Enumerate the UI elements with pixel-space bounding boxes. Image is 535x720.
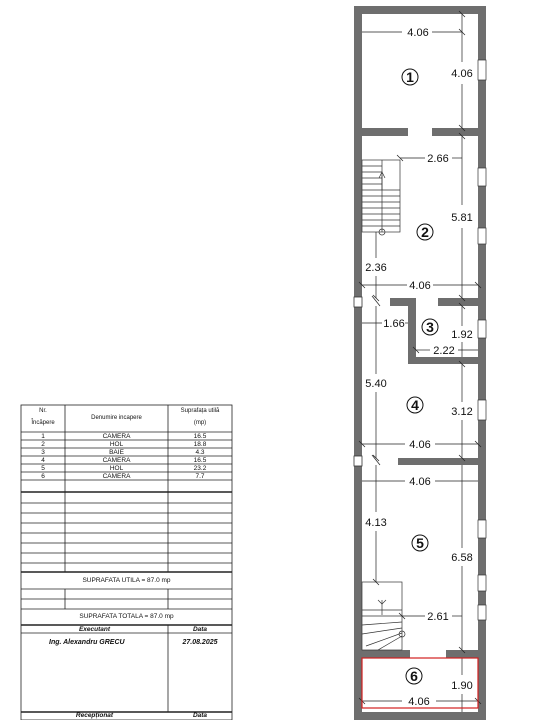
- table-row-area: 7.7: [195, 473, 205, 480]
- room-number-3: 3: [426, 319, 434, 335]
- table-row-nr: 1: [41, 433, 45, 440]
- table-row-nr: 3: [41, 449, 45, 456]
- dim-r3-height: 1.92: [451, 329, 473, 341]
- dim-r2-left: 2.36: [365, 262, 387, 274]
- table-row-area: 4.3: [195, 449, 205, 456]
- table-row-area: 16.5: [193, 457, 207, 464]
- table-row-name: CAMERA: [102, 457, 131, 464]
- table-row-name: CAMERA: [102, 473, 131, 480]
- dim-r2-width: 4.06: [409, 280, 431, 292]
- dim-r5-left: 4.13: [365, 517, 387, 529]
- header-name: Denumire incapere: [91, 415, 142, 421]
- room-number-1: 1: [406, 69, 414, 85]
- total-area: SUPRAFATA TOTALA = 87.0 mp: [79, 613, 174, 620]
- table-row-name: BAIE: [109, 449, 124, 456]
- dim-r6-width: 4.06: [408, 696, 430, 708]
- table-row-name: HOL: [109, 465, 124, 472]
- receptionat-label: Recepționat: [75, 712, 114, 719]
- receptionat-date-label: Data: [192, 712, 208, 719]
- header-nr: Nr. Încăpere: [31, 408, 55, 427]
- dim-r5-height: 6.58: [451, 552, 473, 564]
- room-number-6: 6: [410, 668, 418, 684]
- table-row-nr: 4: [41, 457, 45, 464]
- dim-r1-height: 4.06: [451, 68, 473, 80]
- useful-area-total: SUPRAFATA UTILA = 87.0 mp: [82, 577, 171, 584]
- staircase-lower: [362, 582, 405, 650]
- room-number-5: 5: [416, 535, 424, 551]
- executant-name: Ing. Alexandru GRECU: [49, 639, 125, 646]
- table-row-nr: 2: [41, 441, 45, 448]
- table-row-area: 16.5: [193, 433, 207, 440]
- dim-r4-height: 3.12: [451, 406, 473, 418]
- table-row-name: CAMERA: [102, 433, 131, 440]
- walls: [354, 6, 486, 720]
- header-area: Suprafața utilă (mp): [180, 408, 220, 427]
- room-number-4: 4: [411, 397, 419, 413]
- dim-r1-width: 4.06: [407, 27, 429, 39]
- table-row-nr: 5: [41, 465, 45, 472]
- executant-label: Executant: [78, 626, 111, 633]
- dim-r5-top-width: 4.06: [409, 476, 431, 488]
- table-row-area: 23.2: [193, 465, 207, 472]
- table-row-area: 18.8: [193, 441, 207, 448]
- table-row-nr: 6: [41, 473, 45, 480]
- table-row-name: HOL: [109, 441, 124, 448]
- dim-r4-left: 5.40: [365, 378, 387, 390]
- room-number-2: 2: [421, 224, 429, 240]
- dim-r2-stair-width: 2.66: [427, 153, 449, 165]
- executant-date: 27.08.2025: [182, 639, 218, 646]
- dim-r5-stair-width: 2.61: [427, 611, 449, 623]
- dim-r2-height: 5.81: [451, 212, 473, 224]
- dim-r3-width: 2.22: [433, 345, 455, 357]
- dim-r6-height: 1.90: [451, 680, 473, 692]
- staircase-upper: [362, 160, 400, 235]
- dim-r3-left: 1.66: [383, 318, 405, 330]
- dim-r4-width: 4.06: [409, 439, 431, 451]
- date-label: Data: [192, 626, 208, 633]
